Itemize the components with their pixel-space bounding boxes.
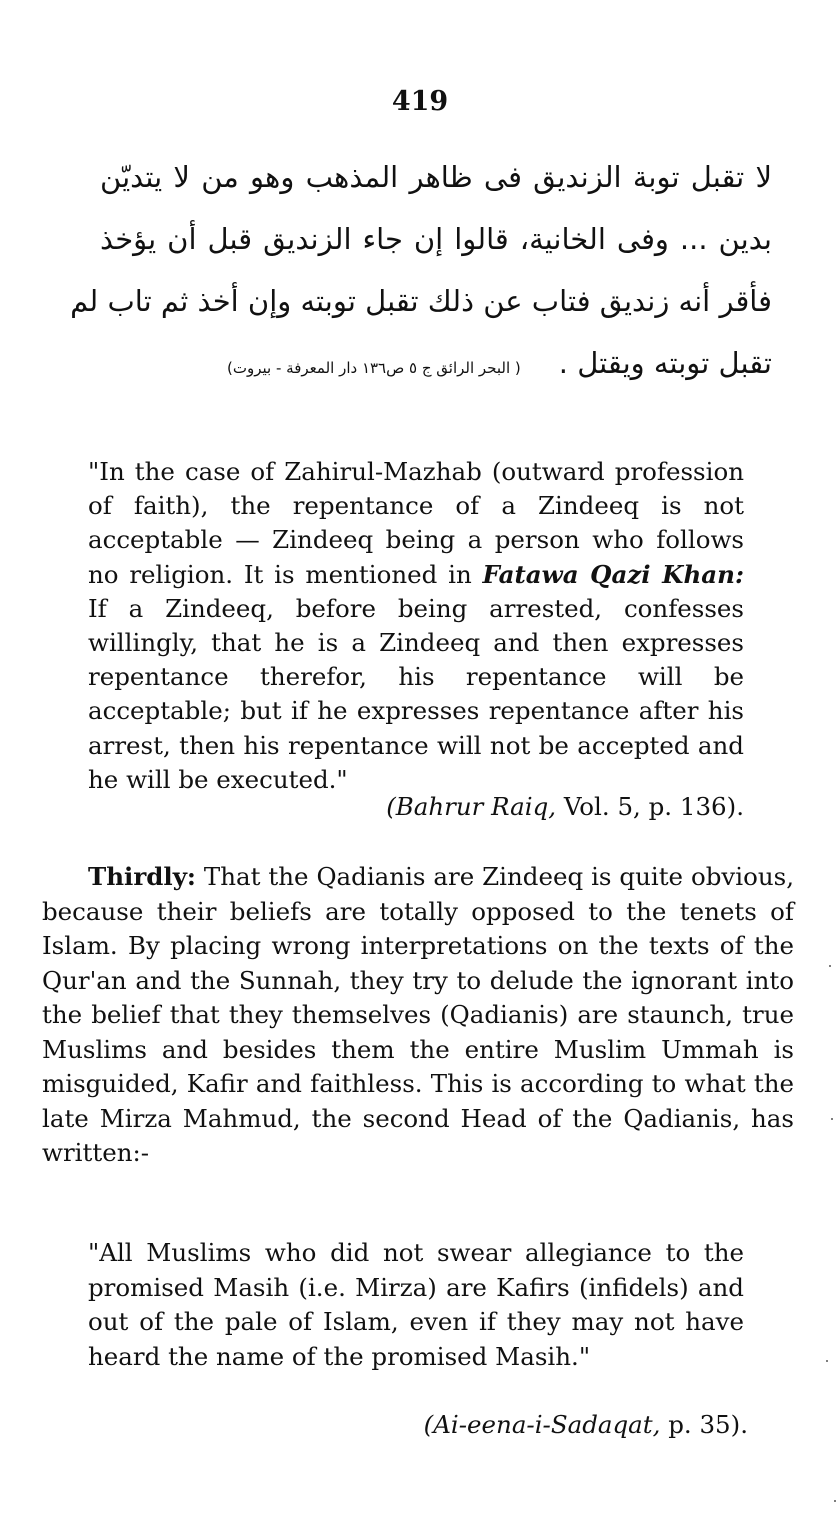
quote1-text-start: "In the case of Zahirul-Mazhab (outward profession of faith), the repentance of a Zindeeq is not acceptable — Zindeeq being a person who follows no religion. It is mentioned in (88, 457, 744, 589)
arabic-line-2: بدين ... وفى الخانية، قالوا إن جاء الزنديق قبل أن يؤخذ (100, 222, 772, 256)
paragraph-lead: Thirdly: (88, 862, 196, 891)
quote1-citation-source: (Bahrur Raiq, (386, 792, 557, 821)
scan-speck (831, 1118, 833, 1120)
arabic-line-1: لا تقبل توبة الزنديق فى ظاهر المذهب وهو من لا يتديّن (100, 160, 772, 194)
translation-quote (88, 455, 744, 797)
quote1-citation (386, 790, 744, 824)
arabic-line-3: فأقر أنه زنديق فتاب عن ذلك تقبل توبته وإن أخذ ثم تاب لم (70, 284, 772, 318)
scan-speck (829, 965, 831, 967)
scan-speck (826, 1360, 828, 1362)
paragraph-text: That the Qadianis are Zindeeq is quite obvious, because their beliefs are totally opposed to the tenets of Islam. By placing wrong interpretations on the texts of the Qur'an and the Sunnah, they try to delude the ignorant into the belief that they themselves (Qadianis) are staunch, true Muslims and besides them the entire Muslim Ummah is misguided, Kafir and faithless. This is according to what the late Mirza Mahmud, the second Head of the Qadianis, has written:- (42, 862, 794, 1167)
mirza-quote: "All Muslims who did not swear allegiance to the promised Masih (i.e. Mirza) are Kafirs (infidels) and out of the pale of Islam, even if they may not have heard the name of the promised Masih." (88, 1238, 744, 1371)
quote1-title: Fatawa Qazi Khan: (482, 559, 744, 589)
quote2-citation (424, 1408, 748, 1442)
quote2-citation-source: (Ai-eena-i-Sadaqat, (423, 1410, 661, 1439)
arabic-line-4 (100, 334, 772, 396)
arabic-quotation (70, 148, 772, 396)
quote1-citation-rest: Vol. 5, p. 136). (556, 792, 744, 821)
page-number: 419 (391, 86, 449, 117)
quote2-citation-rest: p. 35). (660, 1410, 748, 1439)
body-paragraph (42, 860, 794, 1171)
arabic-reference: ( البحر الرائق ج ٥ ص١٣٦ دار المعرفة - بيروت) (227, 359, 521, 377)
arabic-line-4-text: تقبل توبته ويقتل . (558, 346, 772, 380)
scan-speck (834, 1500, 836, 1502)
quote1-text-end: If a Zindeeq, before being arrested, confesses willingly, that he is a Zindeeq and then expresses repentance therefor, his repentance will be acceptable; but if he expresses repentance after his arrest, then his repentance will not be accepted and he will be executed." (88, 593, 744, 794)
